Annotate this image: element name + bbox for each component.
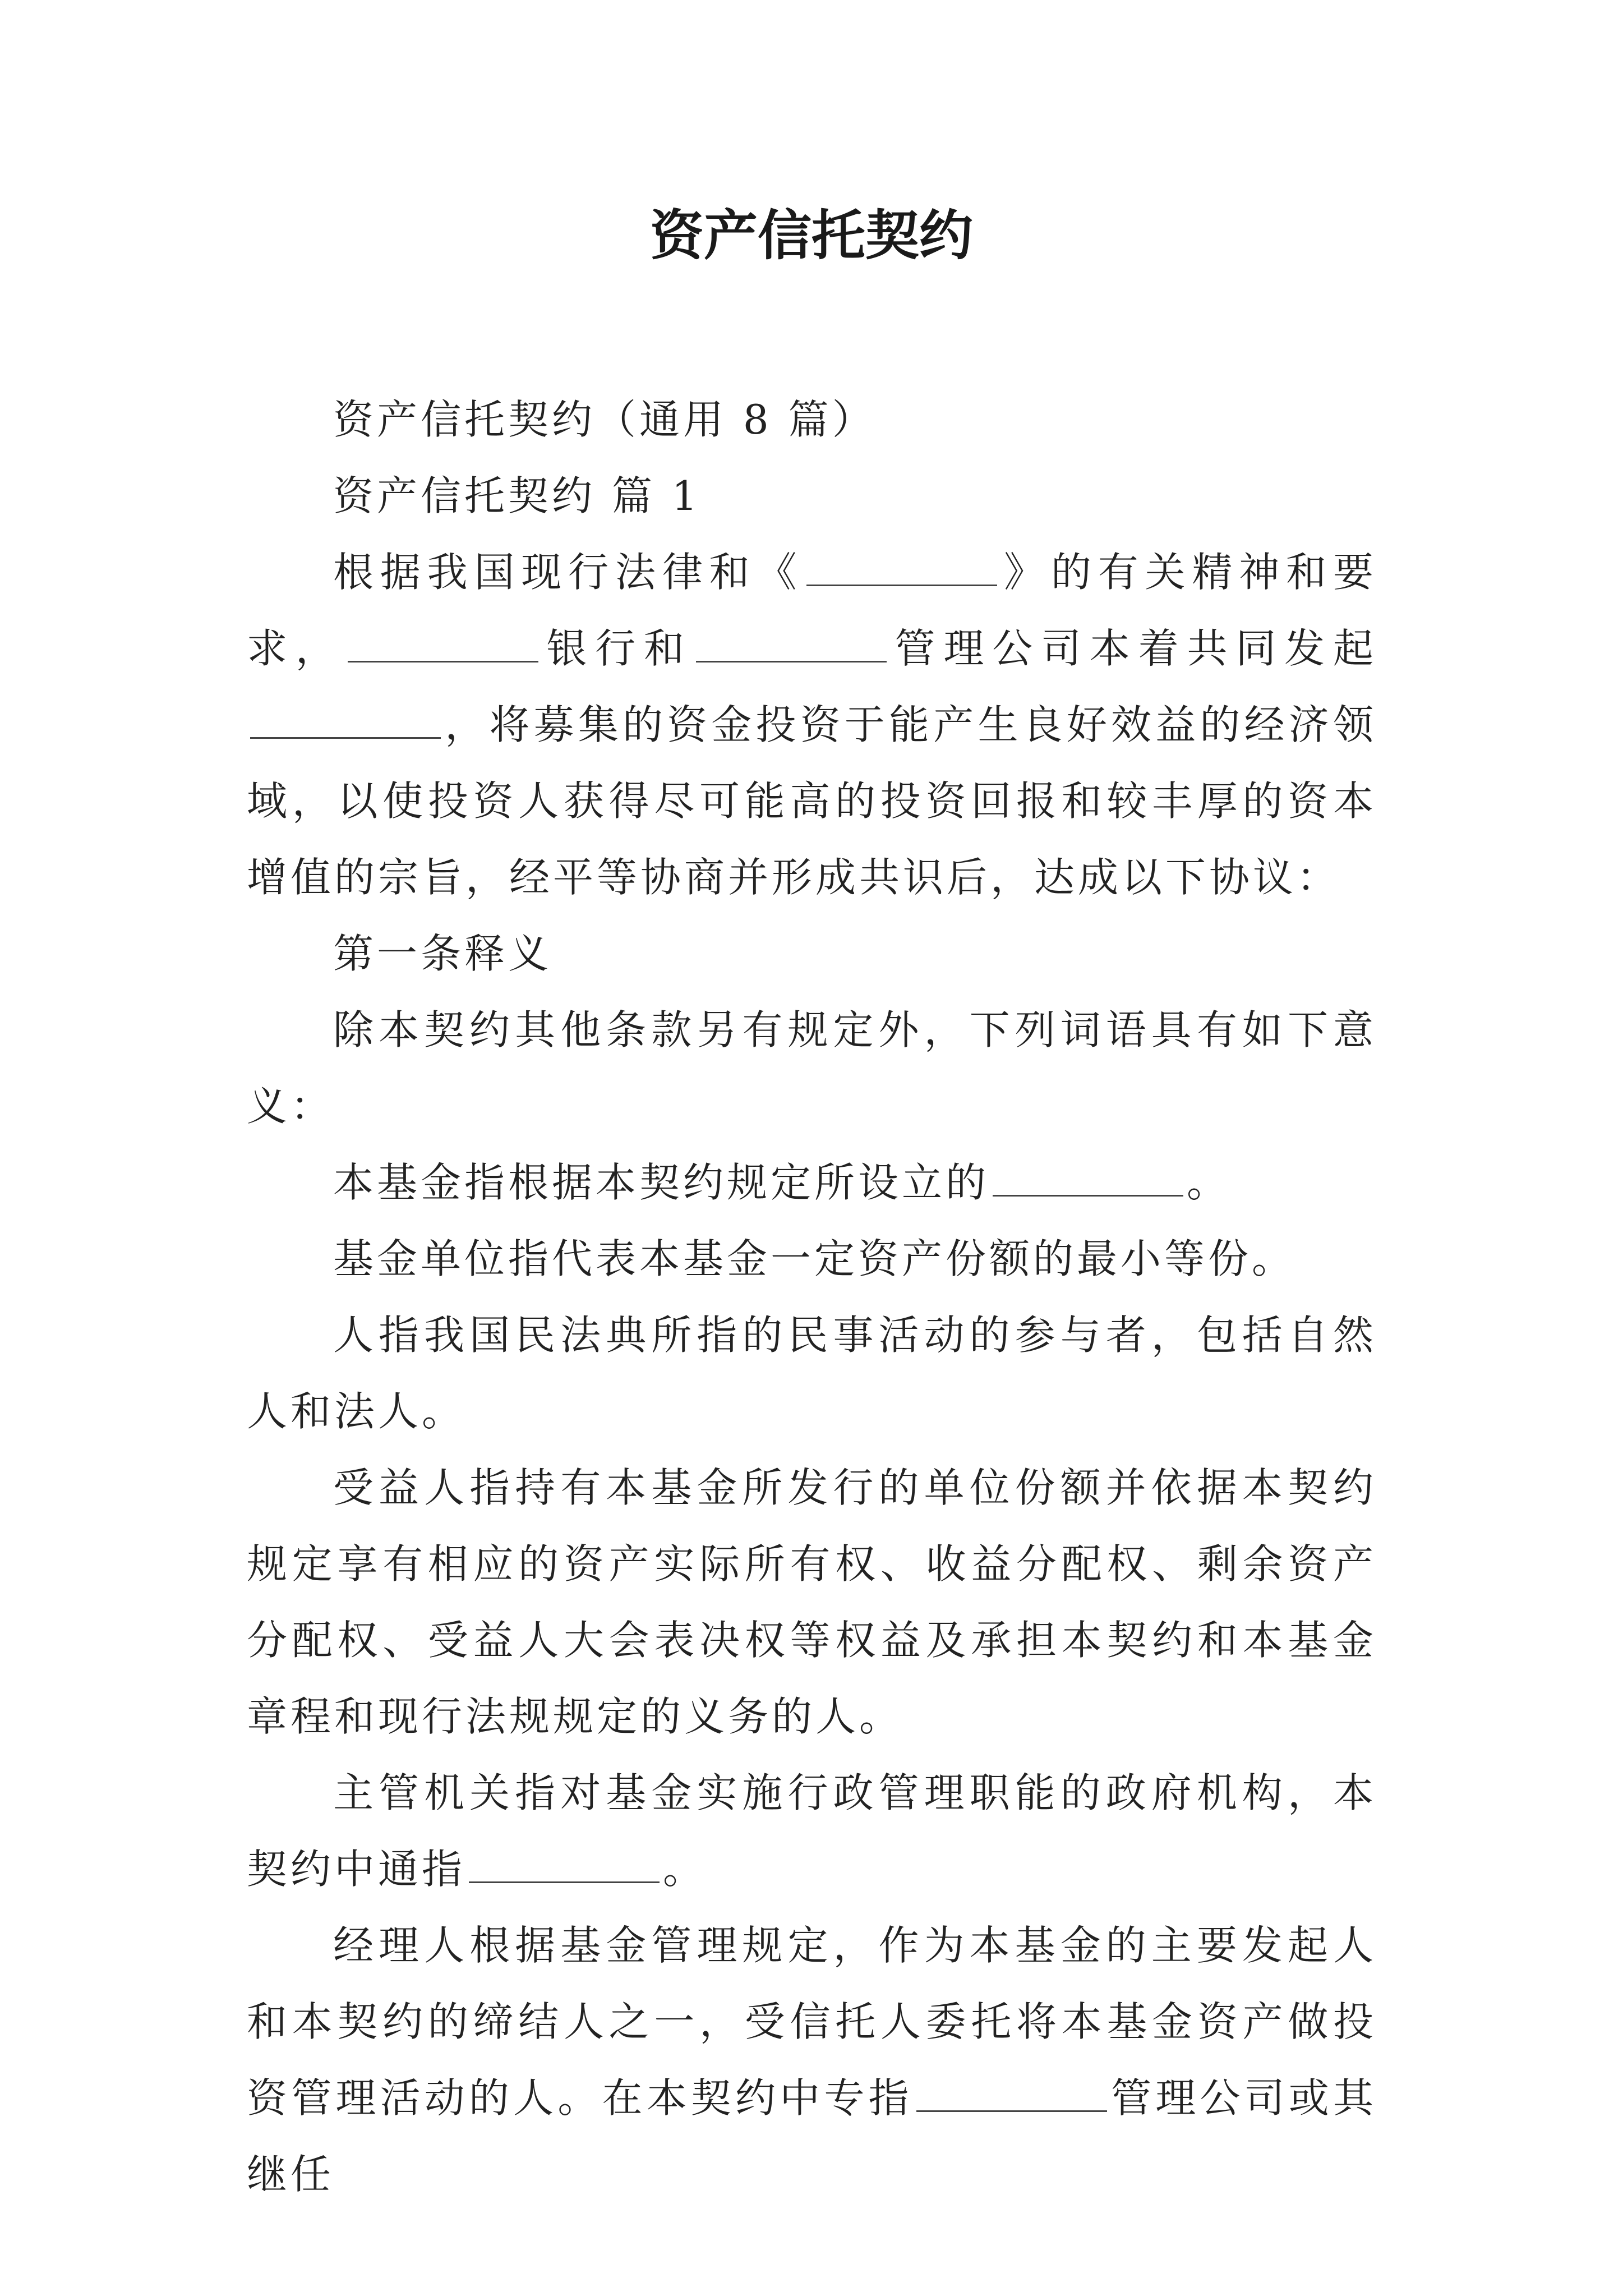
paragraph-definitions-intro: 除本契约其他条款另有规定外，下列词语具有如下意义： bbox=[247, 1006, 1377, 1130]
definition-authority-text: 主管机关指对基金实施行政管理职能的政府机构，本契约中通指 bbox=[247, 1769, 1377, 1893]
paragraph-definition-beneficiary: 受益人指持有本基金所发行的单位份额并依据本契约规定享有相应的资产实际所有权、收益分配权、剩余资产分配权、受益人大会表决权等权益及承担本契约和本基金章程和现行法规规定的义务的人。 bbox=[247, 1464, 1377, 1740]
definition-fund-end: 。 bbox=[1187, 1159, 1231, 1206]
blank-field bbox=[696, 627, 887, 662]
paragraph-chapter-heading: 资产信托契约 篇 1 bbox=[333, 472, 701, 519]
definition-manager-text: 经理人根据基金管理规定，作为本基金的主要发起人和本契约的缔结人之一，受信托人委托将本基金资产做投资管理活动的人。在本契约中专指 bbox=[247, 1922, 1377, 2122]
definition-fund-text: 本基金指根据本契约规定所设立的 bbox=[333, 1159, 990, 1206]
paragraph-subtitle: 资产信托契约（通用 8 篇） bbox=[333, 396, 876, 443]
article-heading: 第一条释义 bbox=[333, 930, 552, 977]
paragraph-definition-unit: 基金单位指代表本基金一定资产份额的最小等份。 bbox=[333, 1235, 1296, 1282]
definition-manager-end: 管理公司或其继任 bbox=[247, 2074, 1377, 2198]
document-title: 资产信托契约 bbox=[650, 204, 973, 267]
blank-field bbox=[993, 1161, 1183, 1197]
blank-field bbox=[916, 2077, 1107, 2112]
blank-field bbox=[806, 551, 997, 586]
paragraph-preamble bbox=[247, 534, 1377, 915]
paragraph-definition-authority bbox=[247, 1755, 1377, 1907]
preamble-text-1: 根据我国现行法律和《 bbox=[333, 549, 804, 596]
paragraph-definition-person: 人指我国民法典所指的民事活动的参与者，包括自然人和法人。 bbox=[247, 1312, 1377, 1435]
preamble-text-5: ，将募集的资金投资于能产生良好效益的经济领域，以使投资人获得尽可能高的投资回报和较丰厚的资本增值的宗旨，经平等协商并形成共识后，达成以下协议： bbox=[247, 701, 1377, 901]
preamble-text-4: 管理公司本着共同发起 bbox=[889, 625, 1377, 672]
blank-field bbox=[348, 627, 538, 662]
paragraph-definition-manager bbox=[247, 1907, 1377, 2212]
preamble-text-2: 》的有关精神和要求， bbox=[247, 549, 1377, 672]
definition-authority-end: 。 bbox=[663, 1846, 707, 1893]
document-body bbox=[247, 381, 1377, 2212]
blank-field bbox=[250, 703, 441, 739]
paragraph-definition-fund bbox=[247, 1144, 1377, 1221]
blank-field bbox=[469, 1848, 660, 1883]
preamble-text-3: 银行和 bbox=[541, 625, 693, 672]
